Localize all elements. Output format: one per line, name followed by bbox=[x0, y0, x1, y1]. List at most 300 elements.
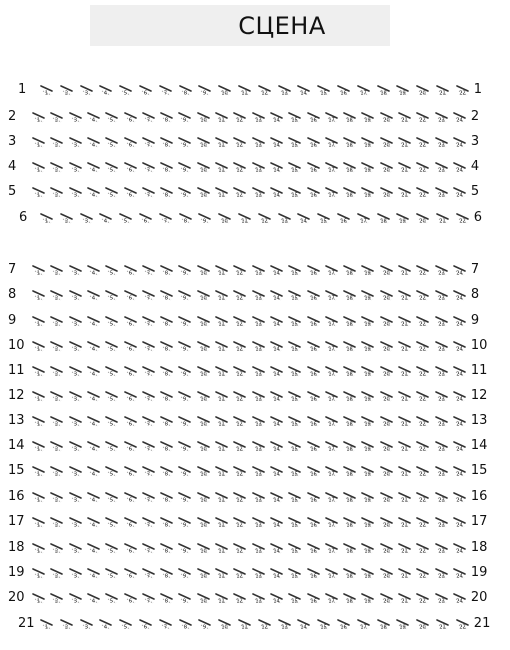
seat[interactable] bbox=[380, 111, 393, 124]
seat[interactable] bbox=[40, 84, 53, 97]
seat[interactable] bbox=[343, 390, 356, 403]
seat[interactable] bbox=[238, 212, 251, 225]
seat[interactable] bbox=[252, 465, 265, 478]
seat[interactable] bbox=[252, 415, 265, 428]
seat[interactable] bbox=[252, 315, 265, 328]
seat[interactable] bbox=[233, 491, 246, 504]
seat[interactable] bbox=[416, 592, 429, 605]
seat[interactable] bbox=[325, 542, 338, 555]
seat[interactable] bbox=[215, 567, 228, 580]
seat[interactable] bbox=[87, 491, 100, 504]
seat[interactable] bbox=[380, 542, 393, 555]
seat[interactable] bbox=[453, 136, 466, 149]
seat[interactable] bbox=[288, 516, 301, 529]
seat[interactable] bbox=[270, 340, 283, 353]
seat[interactable] bbox=[178, 161, 191, 174]
seat[interactable] bbox=[270, 415, 283, 428]
seat[interactable] bbox=[270, 516, 283, 529]
seat[interactable] bbox=[233, 161, 246, 174]
seat[interactable] bbox=[307, 136, 320, 149]
seat[interactable] bbox=[197, 440, 210, 453]
seat[interactable] bbox=[32, 491, 45, 504]
seat[interactable] bbox=[233, 465, 246, 478]
seat[interactable] bbox=[142, 491, 155, 504]
seat[interactable] bbox=[105, 136, 118, 149]
seat[interactable] bbox=[380, 440, 393, 453]
seat[interactable] bbox=[325, 365, 338, 378]
seat[interactable] bbox=[197, 111, 210, 124]
seat[interactable] bbox=[80, 618, 93, 631]
seat[interactable] bbox=[87, 365, 100, 378]
seat[interactable] bbox=[435, 516, 448, 529]
seat[interactable] bbox=[142, 567, 155, 580]
seat[interactable] bbox=[32, 186, 45, 199]
seat[interactable] bbox=[50, 415, 63, 428]
seat[interactable] bbox=[215, 440, 228, 453]
seat[interactable] bbox=[288, 111, 301, 124]
seat[interactable] bbox=[50, 340, 63, 353]
seat[interactable] bbox=[307, 340, 320, 353]
seat[interactable] bbox=[160, 440, 173, 453]
seat[interactable] bbox=[435, 289, 448, 302]
seat[interactable] bbox=[197, 592, 210, 605]
seat[interactable] bbox=[325, 516, 338, 529]
seat[interactable] bbox=[32, 315, 45, 328]
seat[interactable] bbox=[32, 111, 45, 124]
seat[interactable] bbox=[119, 84, 132, 97]
seat[interactable] bbox=[215, 491, 228, 504]
seat[interactable] bbox=[270, 542, 283, 555]
seat[interactable] bbox=[453, 315, 466, 328]
seat[interactable] bbox=[60, 618, 73, 631]
seat[interactable] bbox=[124, 136, 137, 149]
seat[interactable] bbox=[87, 592, 100, 605]
seat[interactable] bbox=[87, 415, 100, 428]
seat[interactable] bbox=[160, 465, 173, 478]
seat[interactable] bbox=[160, 161, 173, 174]
seat[interactable] bbox=[380, 161, 393, 174]
seat[interactable] bbox=[215, 264, 228, 277]
seat[interactable] bbox=[238, 84, 251, 97]
seat[interactable] bbox=[87, 186, 100, 199]
seat[interactable] bbox=[197, 415, 210, 428]
seat[interactable] bbox=[416, 465, 429, 478]
seat[interactable] bbox=[297, 84, 310, 97]
seat[interactable] bbox=[142, 264, 155, 277]
seat[interactable] bbox=[453, 592, 466, 605]
seat[interactable] bbox=[142, 161, 155, 174]
seat[interactable] bbox=[380, 491, 393, 504]
seat[interactable] bbox=[380, 465, 393, 478]
seat[interactable] bbox=[160, 111, 173, 124]
seat[interactable] bbox=[215, 465, 228, 478]
seat[interactable] bbox=[178, 440, 191, 453]
seat[interactable] bbox=[178, 136, 191, 149]
seat[interactable] bbox=[69, 592, 82, 605]
seat[interactable] bbox=[398, 289, 411, 302]
seat[interactable] bbox=[124, 567, 137, 580]
seat[interactable] bbox=[50, 136, 63, 149]
seat[interactable] bbox=[361, 340, 374, 353]
seat[interactable] bbox=[398, 365, 411, 378]
seat[interactable] bbox=[343, 315, 356, 328]
seat[interactable] bbox=[87, 161, 100, 174]
seat[interactable] bbox=[252, 289, 265, 302]
seat[interactable] bbox=[124, 289, 137, 302]
seat[interactable] bbox=[325, 415, 338, 428]
seat[interactable] bbox=[416, 289, 429, 302]
seat[interactable] bbox=[416, 365, 429, 378]
seat[interactable] bbox=[258, 618, 271, 631]
seat[interactable] bbox=[50, 516, 63, 529]
seat[interactable] bbox=[288, 289, 301, 302]
seat[interactable] bbox=[252, 186, 265, 199]
seat[interactable] bbox=[317, 84, 330, 97]
seat[interactable] bbox=[69, 567, 82, 580]
seat[interactable] bbox=[105, 390, 118, 403]
seat[interactable] bbox=[197, 340, 210, 353]
seat[interactable] bbox=[124, 264, 137, 277]
seat[interactable] bbox=[270, 491, 283, 504]
seat[interactable] bbox=[40, 618, 53, 631]
seat[interactable] bbox=[398, 264, 411, 277]
seat[interactable] bbox=[343, 440, 356, 453]
seat[interactable] bbox=[160, 542, 173, 555]
seat[interactable] bbox=[32, 390, 45, 403]
seat[interactable] bbox=[361, 289, 374, 302]
seat[interactable] bbox=[297, 212, 310, 225]
seat[interactable] bbox=[343, 415, 356, 428]
seat[interactable] bbox=[69, 136, 82, 149]
seat[interactable] bbox=[50, 365, 63, 378]
seat[interactable] bbox=[307, 111, 320, 124]
seat[interactable] bbox=[119, 618, 132, 631]
seat[interactable] bbox=[32, 415, 45, 428]
seat[interactable] bbox=[288, 365, 301, 378]
seat[interactable] bbox=[69, 516, 82, 529]
seat[interactable] bbox=[435, 415, 448, 428]
seat[interactable] bbox=[50, 264, 63, 277]
seat[interactable] bbox=[361, 111, 374, 124]
seat[interactable] bbox=[124, 161, 137, 174]
seat[interactable] bbox=[270, 186, 283, 199]
seat[interactable] bbox=[252, 567, 265, 580]
seat[interactable] bbox=[380, 186, 393, 199]
seat[interactable] bbox=[159, 212, 172, 225]
seat[interactable] bbox=[105, 289, 118, 302]
seat[interactable] bbox=[69, 315, 82, 328]
seat[interactable] bbox=[32, 542, 45, 555]
seat[interactable] bbox=[357, 212, 370, 225]
seat[interactable] bbox=[160, 567, 173, 580]
seat[interactable] bbox=[453, 111, 466, 124]
seat[interactable] bbox=[124, 516, 137, 529]
seat[interactable] bbox=[252, 542, 265, 555]
seat[interactable] bbox=[197, 315, 210, 328]
seat[interactable] bbox=[270, 440, 283, 453]
seat[interactable] bbox=[357, 618, 370, 631]
seat[interactable] bbox=[142, 186, 155, 199]
seat[interactable] bbox=[142, 465, 155, 478]
seat[interactable] bbox=[124, 440, 137, 453]
seat[interactable] bbox=[435, 315, 448, 328]
seat[interactable] bbox=[178, 289, 191, 302]
seat[interactable] bbox=[160, 365, 173, 378]
seat[interactable] bbox=[252, 440, 265, 453]
seat[interactable] bbox=[453, 516, 466, 529]
seat[interactable] bbox=[233, 390, 246, 403]
seat[interactable] bbox=[105, 465, 118, 478]
seat[interactable] bbox=[357, 84, 370, 97]
seat[interactable] bbox=[288, 491, 301, 504]
seat[interactable] bbox=[218, 212, 231, 225]
seat[interactable] bbox=[416, 567, 429, 580]
seat[interactable] bbox=[32, 516, 45, 529]
seat[interactable] bbox=[435, 465, 448, 478]
seat[interactable] bbox=[50, 289, 63, 302]
seat[interactable] bbox=[124, 365, 137, 378]
seat[interactable] bbox=[179, 212, 192, 225]
seat[interactable] bbox=[197, 264, 210, 277]
seat[interactable] bbox=[142, 111, 155, 124]
seat[interactable] bbox=[307, 542, 320, 555]
seat[interactable] bbox=[453, 415, 466, 428]
seat[interactable] bbox=[124, 340, 137, 353]
seat[interactable] bbox=[435, 390, 448, 403]
seat[interactable] bbox=[69, 161, 82, 174]
seat[interactable] bbox=[215, 161, 228, 174]
seat[interactable] bbox=[343, 491, 356, 504]
seat[interactable] bbox=[435, 136, 448, 149]
seat[interactable] bbox=[288, 186, 301, 199]
seat[interactable] bbox=[416, 340, 429, 353]
seat[interactable] bbox=[361, 516, 374, 529]
seat[interactable] bbox=[361, 542, 374, 555]
seat[interactable] bbox=[32, 465, 45, 478]
seat[interactable] bbox=[436, 618, 449, 631]
seat[interactable] bbox=[325, 111, 338, 124]
seat[interactable] bbox=[288, 567, 301, 580]
seat[interactable] bbox=[105, 365, 118, 378]
seat[interactable] bbox=[380, 264, 393, 277]
seat[interactable] bbox=[288, 315, 301, 328]
seat[interactable] bbox=[288, 542, 301, 555]
seat[interactable] bbox=[258, 84, 271, 97]
seat[interactable] bbox=[416, 111, 429, 124]
seat[interactable] bbox=[87, 516, 100, 529]
seat[interactable] bbox=[278, 212, 291, 225]
seat[interactable] bbox=[343, 516, 356, 529]
seat[interactable] bbox=[398, 465, 411, 478]
seat[interactable] bbox=[398, 161, 411, 174]
seat[interactable] bbox=[288, 415, 301, 428]
seat[interactable] bbox=[178, 415, 191, 428]
seat[interactable] bbox=[270, 161, 283, 174]
seat[interactable] bbox=[398, 340, 411, 353]
seat[interactable] bbox=[252, 491, 265, 504]
seat[interactable] bbox=[178, 542, 191, 555]
seat[interactable] bbox=[32, 161, 45, 174]
seat[interactable] bbox=[50, 315, 63, 328]
seat[interactable] bbox=[416, 542, 429, 555]
seat[interactable] bbox=[139, 618, 152, 631]
seat[interactable] bbox=[343, 111, 356, 124]
seat[interactable] bbox=[32, 289, 45, 302]
seat[interactable] bbox=[270, 264, 283, 277]
seat[interactable] bbox=[325, 592, 338, 605]
seat[interactable] bbox=[343, 542, 356, 555]
seat[interactable] bbox=[325, 465, 338, 478]
seat[interactable] bbox=[178, 365, 191, 378]
seat[interactable] bbox=[215, 315, 228, 328]
seat[interactable] bbox=[178, 111, 191, 124]
seat[interactable] bbox=[380, 390, 393, 403]
seat[interactable] bbox=[416, 415, 429, 428]
seat[interactable] bbox=[361, 415, 374, 428]
seat[interactable] bbox=[105, 567, 118, 580]
seat[interactable] bbox=[215, 111, 228, 124]
seat[interactable] bbox=[80, 84, 93, 97]
seat[interactable] bbox=[105, 111, 118, 124]
seat[interactable] bbox=[178, 465, 191, 478]
seat[interactable] bbox=[160, 186, 173, 199]
seat[interactable] bbox=[198, 84, 211, 97]
seat[interactable] bbox=[252, 136, 265, 149]
seat[interactable] bbox=[142, 415, 155, 428]
seat[interactable] bbox=[87, 136, 100, 149]
seat[interactable] bbox=[325, 340, 338, 353]
seat[interactable] bbox=[50, 186, 63, 199]
seat[interactable] bbox=[436, 212, 449, 225]
seat[interactable] bbox=[50, 111, 63, 124]
seat[interactable] bbox=[233, 136, 246, 149]
seat[interactable] bbox=[142, 516, 155, 529]
seat[interactable] bbox=[197, 365, 210, 378]
seat[interactable] bbox=[233, 315, 246, 328]
seat[interactable] bbox=[139, 84, 152, 97]
seat[interactable] bbox=[307, 186, 320, 199]
seat[interactable] bbox=[197, 289, 210, 302]
seat[interactable] bbox=[252, 264, 265, 277]
seat[interactable] bbox=[142, 340, 155, 353]
seat[interactable] bbox=[87, 567, 100, 580]
seat[interactable] bbox=[233, 415, 246, 428]
seat[interactable] bbox=[343, 264, 356, 277]
seat[interactable] bbox=[343, 186, 356, 199]
seat[interactable] bbox=[105, 315, 118, 328]
seat[interactable] bbox=[69, 390, 82, 403]
seat[interactable] bbox=[178, 567, 191, 580]
seat[interactable] bbox=[142, 136, 155, 149]
seat[interactable] bbox=[416, 440, 429, 453]
seat[interactable] bbox=[361, 390, 374, 403]
seat[interactable] bbox=[435, 592, 448, 605]
seat[interactable] bbox=[233, 186, 246, 199]
seat[interactable] bbox=[215, 340, 228, 353]
seat[interactable] bbox=[398, 592, 411, 605]
seat[interactable] bbox=[60, 84, 73, 97]
seat[interactable] bbox=[398, 390, 411, 403]
seat[interactable] bbox=[69, 440, 82, 453]
seat[interactable] bbox=[435, 111, 448, 124]
seat[interactable] bbox=[343, 161, 356, 174]
seat[interactable] bbox=[307, 491, 320, 504]
seat[interactable] bbox=[252, 592, 265, 605]
seat[interactable] bbox=[396, 212, 409, 225]
seat[interactable] bbox=[218, 618, 231, 631]
seat[interactable] bbox=[307, 415, 320, 428]
seat[interactable] bbox=[159, 618, 172, 631]
seat[interactable] bbox=[50, 465, 63, 478]
seat[interactable] bbox=[160, 315, 173, 328]
seat[interactable] bbox=[50, 542, 63, 555]
seat[interactable] bbox=[416, 618, 429, 631]
seat[interactable] bbox=[160, 264, 173, 277]
seat[interactable] bbox=[436, 84, 449, 97]
seat[interactable] bbox=[105, 592, 118, 605]
seat[interactable] bbox=[215, 365, 228, 378]
seat[interactable] bbox=[317, 212, 330, 225]
seat[interactable] bbox=[396, 618, 409, 631]
seat[interactable] bbox=[361, 161, 374, 174]
seat[interactable] bbox=[105, 340, 118, 353]
seat[interactable] bbox=[278, 84, 291, 97]
seat[interactable] bbox=[380, 340, 393, 353]
seat[interactable] bbox=[124, 186, 137, 199]
seat[interactable] bbox=[398, 415, 411, 428]
seat[interactable] bbox=[105, 415, 118, 428]
seat[interactable] bbox=[377, 84, 390, 97]
seat[interactable] bbox=[142, 365, 155, 378]
seat[interactable] bbox=[159, 84, 172, 97]
seat[interactable] bbox=[453, 186, 466, 199]
seat[interactable] bbox=[416, 161, 429, 174]
seat[interactable] bbox=[69, 465, 82, 478]
seat[interactable] bbox=[69, 340, 82, 353]
seat[interactable] bbox=[105, 516, 118, 529]
seat[interactable] bbox=[139, 212, 152, 225]
seat[interactable] bbox=[288, 161, 301, 174]
seat[interactable] bbox=[377, 212, 390, 225]
seat[interactable] bbox=[343, 136, 356, 149]
seat[interactable] bbox=[233, 592, 246, 605]
seat[interactable] bbox=[343, 340, 356, 353]
seat[interactable] bbox=[416, 84, 429, 97]
seat[interactable] bbox=[233, 264, 246, 277]
seat[interactable] bbox=[50, 161, 63, 174]
seat[interactable] bbox=[325, 315, 338, 328]
seat[interactable] bbox=[325, 567, 338, 580]
seat[interactable] bbox=[270, 365, 283, 378]
seat[interactable] bbox=[361, 264, 374, 277]
seat[interactable] bbox=[160, 136, 173, 149]
seat[interactable] bbox=[124, 592, 137, 605]
seat[interactable] bbox=[343, 365, 356, 378]
seat[interactable] bbox=[178, 315, 191, 328]
seat[interactable] bbox=[105, 161, 118, 174]
seat[interactable] bbox=[398, 186, 411, 199]
seat[interactable] bbox=[398, 440, 411, 453]
seat[interactable] bbox=[416, 136, 429, 149]
seat[interactable] bbox=[377, 618, 390, 631]
seat[interactable] bbox=[325, 491, 338, 504]
seat[interactable] bbox=[69, 186, 82, 199]
seat[interactable] bbox=[288, 440, 301, 453]
seat[interactable] bbox=[380, 592, 393, 605]
seat[interactable] bbox=[32, 136, 45, 149]
seat[interactable] bbox=[453, 289, 466, 302]
seat[interactable] bbox=[270, 592, 283, 605]
